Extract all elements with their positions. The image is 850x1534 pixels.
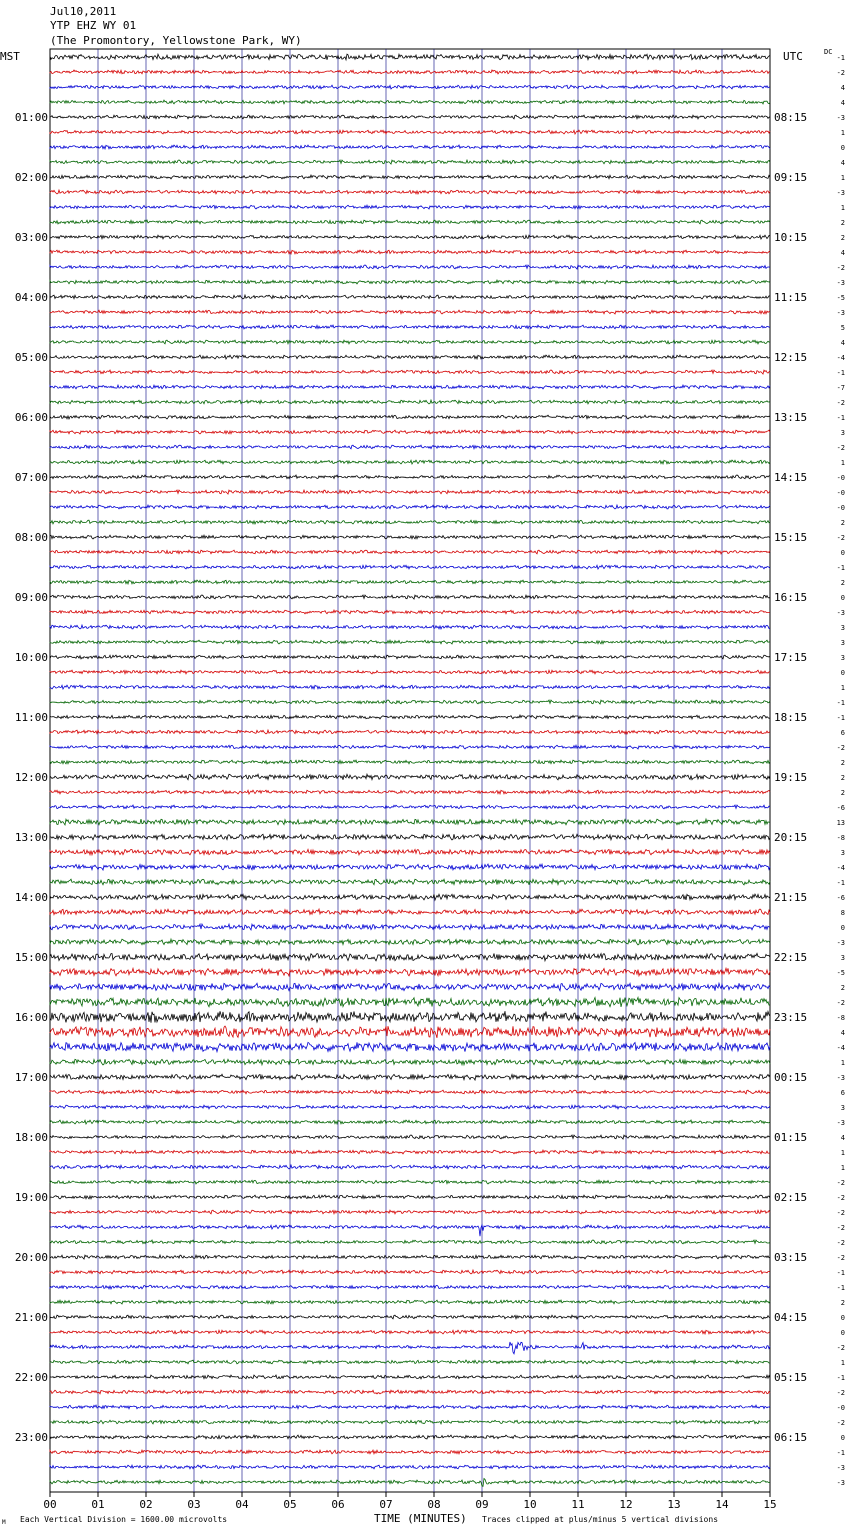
dc-label: DC [824, 48, 833, 56]
left-hour-label: 07:00 [14, 471, 48, 484]
dc-offset-label: 1 [840, 1059, 845, 1067]
dc-offset-label: -1 [836, 564, 845, 572]
trace-row [50, 819, 770, 825]
trace-row [50, 1042, 770, 1051]
trace-row [50, 85, 770, 89]
right-hour-label: 00:15 [774, 1071, 808, 1084]
corner-mark: M [2, 1519, 6, 1526]
left-hour-label: 16:00 [14, 1011, 48, 1024]
dc-offset-label: 6 [840, 729, 845, 737]
dc-offset-label: -2 [836, 1389, 845, 1397]
dc-offset-label: -2 [836, 1254, 845, 1262]
x-tick-label: 02 [139, 1498, 153, 1511]
right-hour-label: 18:15 [774, 711, 808, 724]
right-timezone: UTC [783, 50, 803, 63]
dc-offset-label: -3 [836, 1074, 845, 1082]
trace-row [50, 1225, 770, 1236]
trace-row [50, 774, 770, 780]
right-hour-label: 23:15 [774, 1011, 808, 1024]
trace-row [50, 1026, 770, 1038]
dc-offset-label: 1 [840, 174, 845, 182]
dc-offset-label: 5 [840, 324, 845, 332]
dc-offset-label: -0 [836, 1404, 845, 1412]
trace-row [50, 625, 770, 629]
dc-offset-label: -2 [836, 1179, 845, 1187]
dc-offset-label: 1 [840, 1359, 845, 1367]
dc-offset-label: 2 [840, 759, 845, 767]
x-tick-label: 15 [763, 1498, 777, 1511]
left-hour-label: 03:00 [14, 231, 48, 244]
trace-row [50, 445, 770, 449]
trace-row [50, 924, 770, 930]
x-tick-label: 07 [379, 1498, 393, 1511]
dc-offset-label: -3 [836, 189, 845, 197]
right-hour-label: 05:15 [774, 1371, 808, 1384]
dc-offset-label: -3 [836, 1479, 845, 1487]
trace-row [50, 685, 770, 689]
minute-grid [50, 49, 770, 1492]
trace-row [50, 310, 770, 314]
dc-offset-label: -1 [836, 414, 845, 422]
dc-offset-label: -2 [836, 399, 845, 407]
dc-offset-label: -4 [836, 1044, 845, 1052]
trace-row [50, 400, 770, 404]
left-hour-label: 08:00 [14, 531, 48, 544]
dc-offset-label: -3 [836, 309, 845, 317]
trace-row [50, 1135, 770, 1139]
trace-row [50, 730, 770, 734]
dc-offset-label: -0 [836, 504, 845, 512]
left-hour-label: 01:00 [14, 111, 48, 124]
trace-row [50, 834, 770, 840]
trace-row [50, 535, 770, 539]
left-hour-label: 23:00 [14, 1431, 48, 1444]
x-tick-label: 13 [667, 1498, 681, 1511]
right-hour-label: 17:15 [774, 651, 808, 664]
trace-row [50, 1011, 770, 1023]
clip-note: Traces clipped at plus/minus 5 vertical divisions [482, 1515, 719, 1524]
x-tick-label: 01 [91, 1498, 105, 1511]
trace-row [50, 1150, 770, 1154]
dc-offset-label: -2 [836, 1239, 845, 1247]
dc-offset-label: 1 [840, 129, 845, 137]
trace-row [50, 115, 770, 119]
right-hour-label: 13:15 [774, 411, 808, 424]
plot-frame [50, 49, 770, 1492]
trace-row [50, 745, 770, 749]
trace-row [50, 1120, 770, 1124]
station-location: (The Promontory, Yellowstone Park, WY) [50, 34, 302, 47]
dc-offset-label: 0 [840, 1434, 845, 1442]
left-hour-label: 05:00 [14, 351, 48, 364]
trace-row [50, 1270, 770, 1274]
trace-row [50, 909, 770, 915]
trace-row [50, 655, 770, 659]
trace-row [50, 415, 770, 419]
trace-row [50, 1195, 770, 1199]
dc-offset-label: -1 [836, 369, 845, 377]
trace-row [50, 864, 770, 870]
x-tick-label: 10 [523, 1498, 537, 1511]
trace-row [50, 1330, 770, 1334]
left-hour-label: 10:00 [14, 651, 48, 664]
trace-row [50, 1360, 770, 1364]
trace-row [50, 610, 770, 614]
trace-row [50, 1405, 770, 1409]
left-hour-label: 06:00 [14, 411, 48, 424]
x-tick-label: 00 [43, 1498, 57, 1511]
dc-offset-label: 3 [840, 849, 845, 857]
trace-row [50, 175, 770, 179]
trace-row [50, 565, 770, 569]
trace-row [50, 700, 770, 704]
dc-offset-label: 2 [840, 789, 845, 797]
dc-offset-label: -1 [836, 1449, 845, 1457]
dc-offset-label: 0 [840, 924, 845, 932]
dc-offset-label: -2 [836, 1419, 845, 1427]
trace-row [50, 1479, 770, 1487]
right-hour-label: 22:15 [774, 951, 808, 964]
x-tick-label: 03 [187, 1498, 201, 1511]
trace-row [50, 370, 770, 374]
left-timezone: MST [0, 50, 20, 63]
record-date: Jul10,2011 [50, 5, 117, 18]
dc-offset-label: -2 [836, 534, 845, 542]
left-hour-label: 19:00 [14, 1191, 48, 1204]
dc-offset-label: 1 [840, 459, 845, 467]
dc-offset-label: -2 [836, 744, 845, 752]
dc-offset-label: -4 [836, 354, 845, 362]
trace-row [50, 1342, 770, 1354]
x-tick-label: 06 [331, 1498, 345, 1511]
left-hour-label: 15:00 [14, 951, 48, 964]
dc-offset-label: 3 [840, 654, 845, 662]
left-hour-label: 21:00 [14, 1311, 48, 1324]
right-hour-label: 19:15 [774, 771, 808, 784]
trace-row [50, 460, 770, 464]
trace-row [50, 1105, 770, 1109]
right-hour-label: 15:15 [774, 531, 808, 544]
trace-row [50, 1315, 770, 1319]
trace-row [50, 1240, 770, 1244]
dc-offset-label: 0 [840, 1314, 845, 1322]
dc-offset-label: -3 [836, 1464, 845, 1472]
left-hour-label: 20:00 [14, 1251, 48, 1264]
trace-row [50, 1074, 770, 1080]
dc-offset-label: 2 [840, 219, 845, 227]
right-hour-label: 21:15 [774, 891, 808, 904]
dc-offset-label: 2 [840, 774, 845, 782]
trace-row [50, 490, 770, 494]
dc-offset-label: -1 [836, 1374, 845, 1382]
trace-row [50, 968, 770, 976]
trace-group [50, 54, 770, 1486]
trace-row [50, 325, 770, 329]
right-hour-label: 08:15 [774, 111, 808, 124]
x-tick-label: 11 [571, 1498, 585, 1511]
trace-row [50, 760, 770, 764]
trace-row [50, 580, 770, 584]
dc-offset-label: -5 [836, 294, 845, 302]
axis-labels [15, 54, 845, 1511]
left-hour-label: 13:00 [14, 831, 48, 844]
trace-row [50, 475, 770, 479]
dc-offset-label: 4 [840, 339, 845, 347]
dc-offset-label: 2 [840, 234, 845, 242]
x-tick-label: 14 [715, 1498, 729, 1511]
dc-offset-label: 2 [840, 519, 845, 527]
dc-offset-label: 1 [840, 684, 845, 692]
dc-offset-label: -1 [836, 1284, 845, 1292]
trace-row [50, 145, 770, 149]
trace-row [50, 550, 770, 554]
dc-offset-label: -3 [836, 1119, 845, 1127]
trace-row [50, 1255, 770, 1259]
x-tick-label: 04 [235, 1498, 249, 1511]
right-hour-label: 10:15 [774, 231, 808, 244]
trace-row [50, 1390, 770, 1394]
x-axis-title: TIME (MINUTES) [374, 1512, 467, 1525]
dc-offset-label: 4 [840, 249, 845, 257]
dc-offset-label: 4 [840, 84, 845, 92]
trace-row [50, 1165, 770, 1169]
right-hour-label: 20:15 [774, 831, 808, 844]
x-tick-label: 12 [619, 1498, 633, 1511]
x-tick-label: 05 [283, 1498, 297, 1511]
right-hour-label: 09:15 [774, 171, 808, 184]
dc-offset-label: 4 [840, 1134, 845, 1142]
trace-row [50, 640, 770, 644]
trace-row [50, 430, 770, 434]
dc-offset-label: -2 [836, 1344, 845, 1352]
dc-offset-label: -2 [836, 69, 845, 77]
trace-row [50, 385, 770, 389]
left-hour-label: 14:00 [14, 891, 48, 904]
left-hour-label: 22:00 [14, 1371, 48, 1384]
station-code: YTP EHZ WY 01 [50, 19, 137, 32]
dc-offset-label: 3 [840, 954, 845, 962]
x-tick-label: 08 [427, 1498, 441, 1511]
dc-offset-label: 4 [840, 99, 845, 107]
dc-offset-label: -2 [836, 1194, 845, 1202]
trace-row [50, 250, 770, 254]
left-hour-label: 18:00 [14, 1131, 48, 1144]
left-hour-label: 02:00 [14, 171, 48, 184]
trace-row [50, 983, 770, 990]
dc-offset-label: -0 [836, 474, 845, 482]
trace-row [50, 265, 770, 269]
dc-offset-label: -6 [836, 894, 845, 902]
dc-offset-label: -3 [836, 279, 845, 287]
trace-row [50, 355, 770, 359]
trace-row [50, 235, 770, 239]
trace-row [50, 520, 770, 524]
trace-row [50, 295, 770, 299]
trace-row [50, 1420, 770, 1424]
trace-row [50, 70, 770, 74]
right-hour-label: 16:15 [774, 591, 808, 604]
right-hour-label: 01:15 [774, 1131, 808, 1144]
trace-row [50, 190, 770, 194]
dc-offset-label: 1 [840, 1164, 845, 1172]
trace-row [50, 280, 770, 284]
dc-offset-label: -2 [836, 264, 845, 272]
right-hour-label: 12:15 [774, 351, 808, 364]
trace-row [50, 1435, 770, 1439]
dc-offset-label: -2 [836, 1224, 845, 1232]
trace-row [50, 100, 770, 104]
dc-offset-label: -6 [836, 804, 845, 812]
right-hour-label: 14:15 [774, 471, 808, 484]
dc-offset-label: -0 [836, 489, 845, 497]
dc-offset-label: 0 [840, 594, 845, 602]
trace-row [50, 715, 770, 719]
right-hour-label: 06:15 [774, 1431, 808, 1444]
trace-row [50, 340, 770, 344]
right-hour-label: 11:15 [774, 291, 808, 304]
dc-offset-label: -2 [836, 444, 845, 452]
dc-offset-label: 1 [840, 1149, 845, 1157]
trace-row [50, 505, 770, 509]
trace-row [50, 894, 770, 900]
dc-offset-label: 0 [840, 144, 845, 152]
trace-row [50, 1285, 770, 1289]
dc-offset-label: -3 [836, 114, 845, 122]
trace-row [50, 1180, 770, 1184]
right-hour-label: 02:15 [774, 1191, 808, 1204]
dc-offset-label: -1 [836, 699, 845, 707]
dc-offset-label: 0 [840, 549, 845, 557]
dc-offset-label: 13 [836, 819, 845, 827]
trace-row [50, 849, 770, 855]
trace-row [50, 1090, 770, 1094]
dc-offset-label: -8 [836, 1014, 845, 1022]
dc-offset-label: -1 [836, 714, 845, 722]
dc-offset-label: -3 [836, 609, 845, 617]
dc-offset-label: -4 [836, 864, 845, 872]
trace-row [50, 1300, 770, 1304]
dc-offset-label: -3 [836, 939, 845, 947]
right-hour-label: 04:15 [774, 1311, 808, 1324]
left-hour-label: 17:00 [14, 1071, 48, 1084]
left-hour-label: 12:00 [14, 771, 48, 784]
trace-row [50, 879, 770, 885]
dc-offset-label: 0 [840, 1329, 845, 1337]
dc-offset-label: 2 [840, 1299, 845, 1307]
dc-offset-label: 4 [840, 1029, 845, 1037]
right-hour-label: 03:15 [774, 1251, 808, 1264]
left-hour-label: 04:00 [14, 291, 48, 304]
dc-offset-label: -8 [836, 834, 845, 842]
left-hour-label: 11:00 [14, 711, 48, 724]
dc-offset-label: 1 [840, 204, 845, 212]
dc-offset-label: -2 [836, 1209, 845, 1217]
left-hour-label: 09:00 [14, 591, 48, 604]
dc-offset-label: 3 [840, 1104, 845, 1112]
dc-offset-label: 2 [840, 579, 845, 587]
dc-offset-label: -1 [836, 54, 845, 62]
dc-offset-label: -2 [836, 999, 845, 1007]
trace-row [50, 205, 770, 209]
scale-note: Each Vertical Division = 1600.00 microvolts [20, 1515, 228, 1524]
trace-row [50, 790, 770, 794]
trace-row [50, 220, 770, 224]
trace-row [50, 160, 770, 164]
trace-row [50, 953, 770, 960]
x-tick-label: 09 [475, 1498, 489, 1511]
dc-offset-label: -1 [836, 1269, 845, 1277]
dc-offset-label: 6 [840, 1089, 845, 1097]
trace-row [50, 939, 770, 945]
dc-offset-label: -7 [836, 384, 845, 392]
trace-row [50, 54, 770, 60]
trace-row [50, 1210, 770, 1214]
dc-offset-label: 4 [840, 159, 845, 167]
trace-row [50, 1059, 770, 1065]
dc-offset-label: 8 [840, 909, 845, 917]
dc-offset-label: -5 [836, 969, 845, 977]
trace-row [50, 998, 770, 1007]
dc-offset-label: -1 [836, 879, 845, 887]
dc-offset-label: 2 [840, 984, 845, 992]
dc-offset-label: 0 [840, 669, 845, 677]
dc-offset-label: 3 [840, 624, 845, 632]
trace-row [50, 805, 770, 809]
dc-offset-label: 3 [840, 429, 845, 437]
trace-row [50, 130, 770, 134]
dc-offset-label: 3 [840, 639, 845, 647]
trace-row [50, 1375, 770, 1379]
trace-row [50, 1465, 770, 1469]
trace-row [50, 595, 770, 599]
trace-row [50, 670, 770, 674]
trace-row [50, 1450, 770, 1454]
